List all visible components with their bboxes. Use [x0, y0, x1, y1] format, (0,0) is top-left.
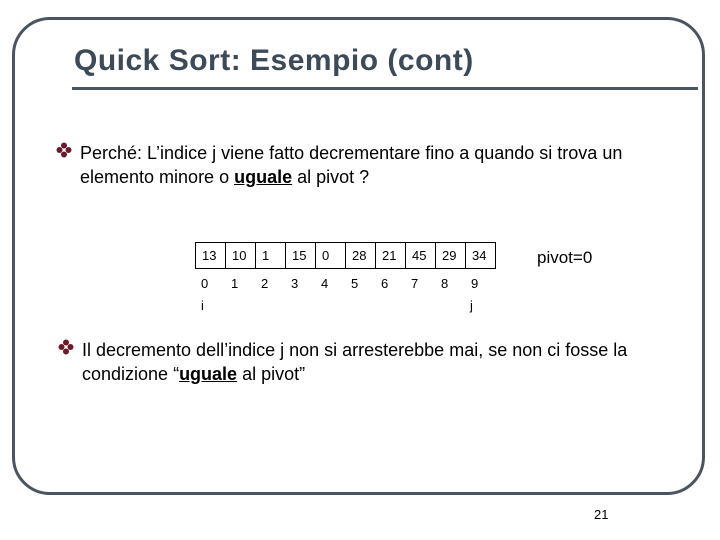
- array-cell: 1: [256, 243, 286, 269]
- array-cell: 10: [226, 243, 256, 269]
- bullet-1-emphasis: uguale: [234, 167, 293, 187]
- pointer-j: j: [470, 298, 473, 313]
- title-underline: [72, 87, 698, 90]
- array-cell: 15: [286, 243, 316, 269]
- array-index: 4: [321, 276, 329, 291]
- bullet-2-emphasis: uguale: [179, 364, 238, 384]
- diamond-bullet-icon: [56, 142, 72, 158]
- array-values-row: [196, 243, 496, 269]
- bullet-2-text-before: Il decremento dell’indice j non si arresterebbe mai, se non ci fosse la condizione “: [82, 340, 628, 384]
- array-index: 5: [351, 276, 359, 291]
- array-index: 8: [441, 276, 449, 291]
- bullet-2-text: [82, 338, 682, 386]
- array-index: 0: [201, 276, 209, 291]
- bullet-1-text: [80, 141, 680, 189]
- bullet-2-text-after: al pivot”: [237, 364, 306, 384]
- array-cell: 0: [316, 243, 346, 269]
- array-index: 1: [231, 276, 239, 291]
- array-cell: 34: [466, 243, 496, 269]
- array-index: 6: [381, 276, 389, 291]
- array-index: 2: [261, 276, 269, 291]
- bullet-1-text-after: al pivot ?: [292, 167, 370, 187]
- page-number: 21: [594, 507, 609, 522]
- diamond-bullet-icon: [58, 339, 74, 355]
- array-index: 9: [471, 276, 479, 291]
- array-index: 3: [291, 276, 299, 291]
- array-index: 7: [411, 276, 419, 291]
- array-cell: 28: [346, 243, 376, 269]
- pointer-i: i: [201, 298, 204, 313]
- array-cell: 13: [196, 243, 226, 269]
- array-indices-row: [195, 276, 495, 291]
- array-cell: 21: [376, 243, 406, 269]
- array-table: [195, 242, 496, 269]
- bullet-1-text-before: Perché: L’indice j viene fatto decrementare fino a quando si trova un elemento minore o: [80, 143, 623, 187]
- slide-title: Quick Sort: Esempio (cont): [74, 44, 474, 77]
- pivot-label: pivot=0: [537, 248, 593, 267]
- array-cell: 29: [436, 243, 466, 269]
- array-cell: 45: [406, 243, 436, 269]
